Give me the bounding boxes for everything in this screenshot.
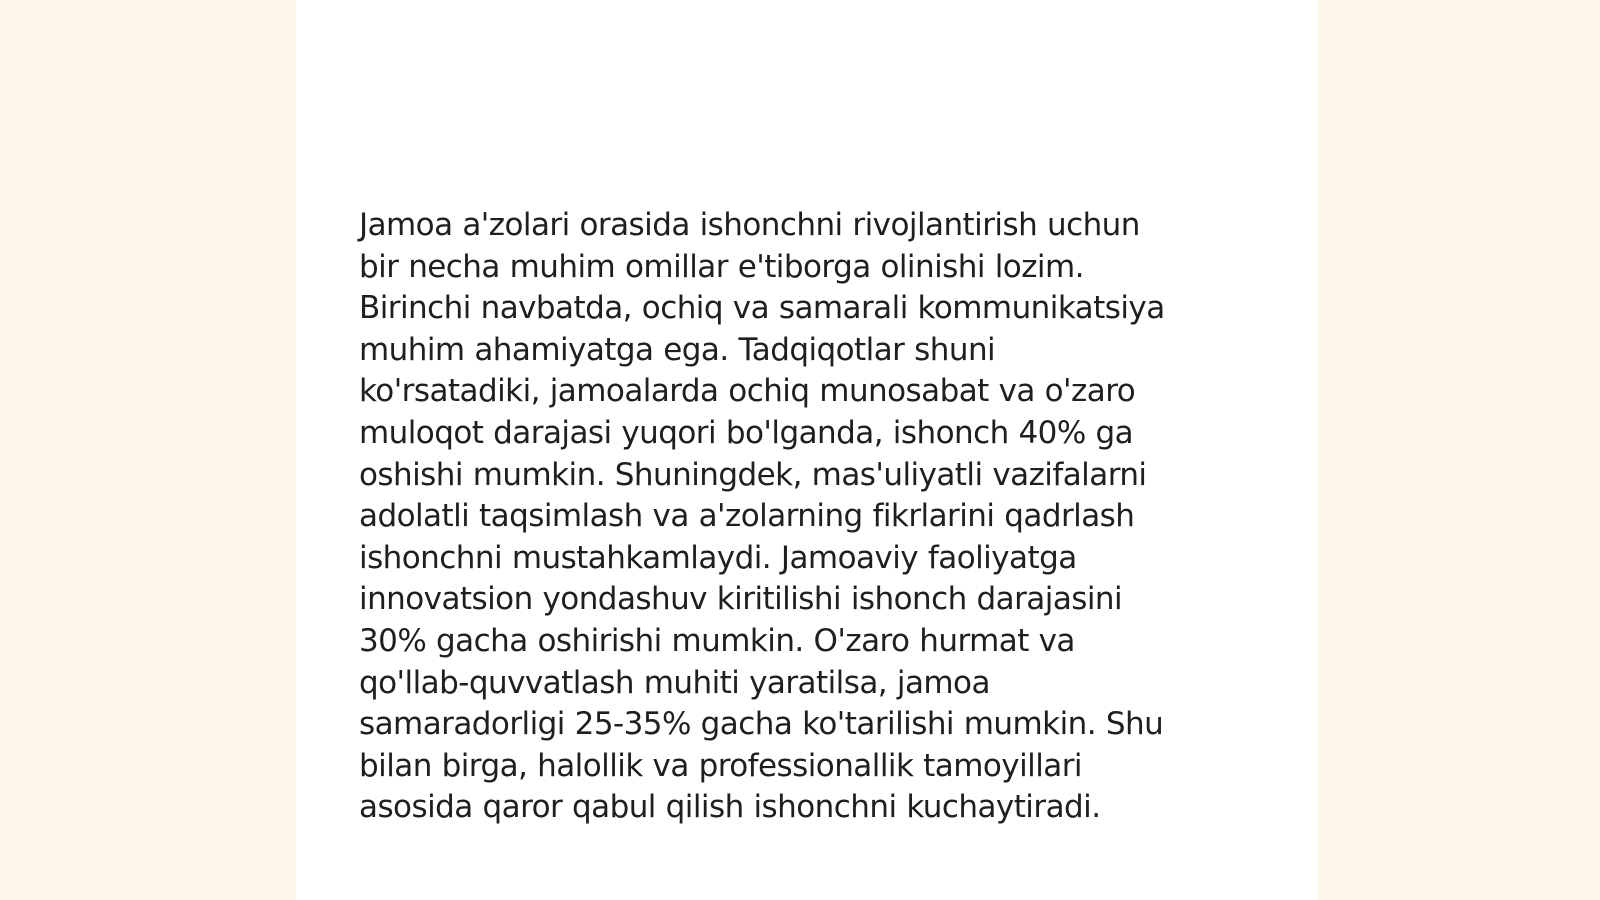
text-line: samaradorligi 25-35% gacha ko'tarilishi mumkin. Shu	[359, 706, 1164, 743]
document-page	[296, 0, 1318, 900]
text-line: bir necha muhim omillar e'tiborga olinishi lozim.	[359, 248, 1084, 285]
text-line: ko'rsatadiki, jamoalarda ochiq munosabat va o'zaro	[359, 373, 1136, 410]
body-paragraph	[359, 205, 1289, 829]
text-line: ishonchni mustahkamlaydi. Jamoaviy faoliyatga	[359, 539, 1077, 576]
text-line: muloqot darajasi yuqori bo'lganda, ishonch 40% ga	[359, 414, 1134, 451]
text-line: muhim ahamiyatga ega. Tadqiqotlar shuni	[359, 331, 996, 368]
text-line: Jamoa a'zolari orasida ishonchni rivojlantirish uchun	[359, 207, 1140, 243]
text-line: bilan birga, halollik va professionallik tamoyillari	[359, 747, 1082, 784]
text-line: innovatsion yondashuv kiritilishi ishonch darajasini	[359, 581, 1123, 618]
text-line: asosida qaror qabul qilish ishonchni kuchaytiradi.	[359, 789, 1101, 826]
text-line: adolatli taqsimlash va a'zolarning fikrlarini qadrlash	[359, 498, 1135, 535]
text-line: qo'llab-quvvatlash muhiti yaratilsa, jamoa	[359, 664, 990, 701]
text-line: Birinchi navbatda, ochiq va samarali kommunikatsiya	[359, 290, 1165, 327]
text-line: 30% gacha oshirishi mumkin. O'zaro hurmat va	[359, 622, 1075, 659]
text-line: oshishi mumkin. Shuningdek, mas'uliyatli vazifalarni	[359, 456, 1147, 493]
